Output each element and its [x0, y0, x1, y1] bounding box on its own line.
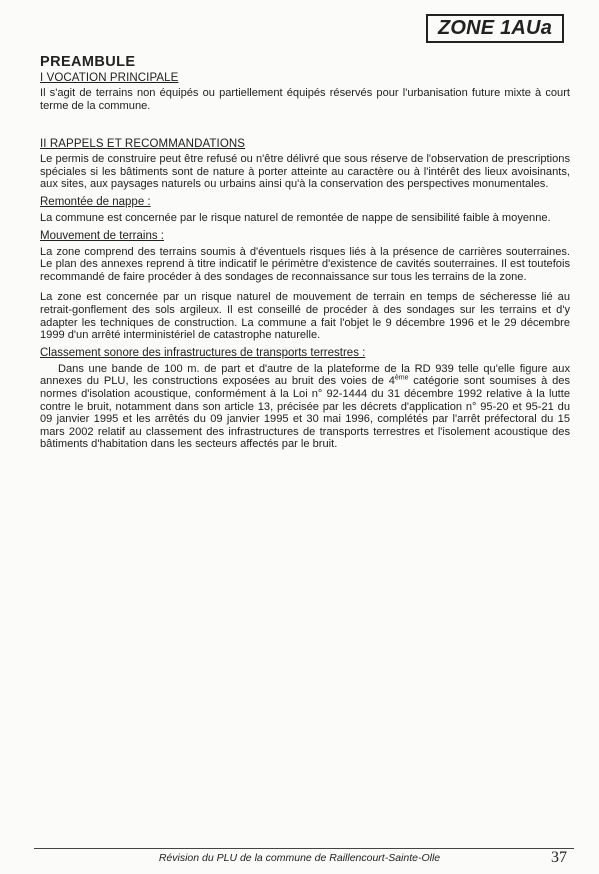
- vocation-text: Il s'agit de terrains non équipés ou partiellement équipés réservés pour l'urbanisation future mixte à court terme de la commune.: [40, 87, 570, 112]
- vocation-heading: I VOCATION PRINCIPALE: [40, 72, 179, 84]
- rappels-intro: Le permis de construire peut être refusé ou n'être délivré que sous réserve de l'observation de prescriptions spéciales si les bâtiments sont de nature à porter atteinte au caractère ou à l'intérêt des lieux avoisinants, aux sites, aux paysages naturels ou urbains ainsi qu'à la conservation des perspectives monumentales.: [40, 153, 570, 191]
- preamble-title: PREAMBULE: [40, 54, 136, 70]
- footer-text: Révision du PLU de la commune de Raillencourt-Sainte-Olle: [158, 852, 441, 864]
- terrains-text-2: La zone est concernée par un risque naturel de mouvement de terrain en temps de sécheresse lié au retrait-gonflement des sols argileux. Il est conseillé de procéder à des sondages sur les terrains et d'y adapter les techniques de construction. La commune a fait l'objet le 9 décembre 1996 et le 29 décembre 1999 d'un arrêté interministériel de catastrophe naturelle.: [40, 291, 570, 342]
- terrains-text-1: La zone comprend des terrains soumis à d'éventuels risques liés à la présence de carrières souterraines. Le plan des annexes reprend à titre indicatif le périmètre d'existence de cavités souterraines. Il est toutefois recommandé de faire procéder à des sondages de reconnaissance sur tous les terrains de la zone.: [40, 245, 570, 283]
- nappe-text: La commune est concernée par le risque naturel de remontée de nappe de sensibilité faible à moyenne.: [40, 211, 551, 224]
- rappels-heading: II RAPPELS ET RECOMMANDATIONS: [40, 138, 246, 151]
- sonore-heading: Classement sonore des infrastructures de transports terrestres :: [40, 346, 366, 359]
- nappe-heading: Remontée de nappe :: [40, 195, 151, 208]
- terrains-heading: Mouvement de terrains :: [40, 229, 165, 242]
- page-number: 37: [551, 849, 567, 866]
- sonore-text: [40, 363, 570, 451]
- sonore-superscript: ème: [394, 374, 409, 382]
- sonore-text-after: catégorie sont soumises à des normes d'isolation acoustique, conformément à la Loi n° 92-1444 du 31 décembre 1992 relative à la lutte contre le bruit, notamment dans son article 13, précisée par les décrets d'application n° 95-20 et 95-21 du 09 janvier 1995 et les arrêtés du 09 janvier 1995 et 30 mai 1996, complétés par l'arrêt préfectoral du 15 mars 2002 relatif au classement des infrastructures de transports terrestres et l'isolement acoustique des bâtiments d'habitation dans les secteurs affectés par le bruit.: [40, 375, 570, 451]
- zone-label: ZONE 1AUa: [426, 14, 564, 43]
- sonore-text-before: Dans une bande de 100 m. de part et d'autre de la plateforme de la RD 939 telle qu'elle figure aux annexes du PLU, les constructions exposées au bruit des voies de 4: [40, 362, 570, 388]
- footer-divider: [34, 848, 574, 849]
- document-body: [40, 54, 570, 451]
